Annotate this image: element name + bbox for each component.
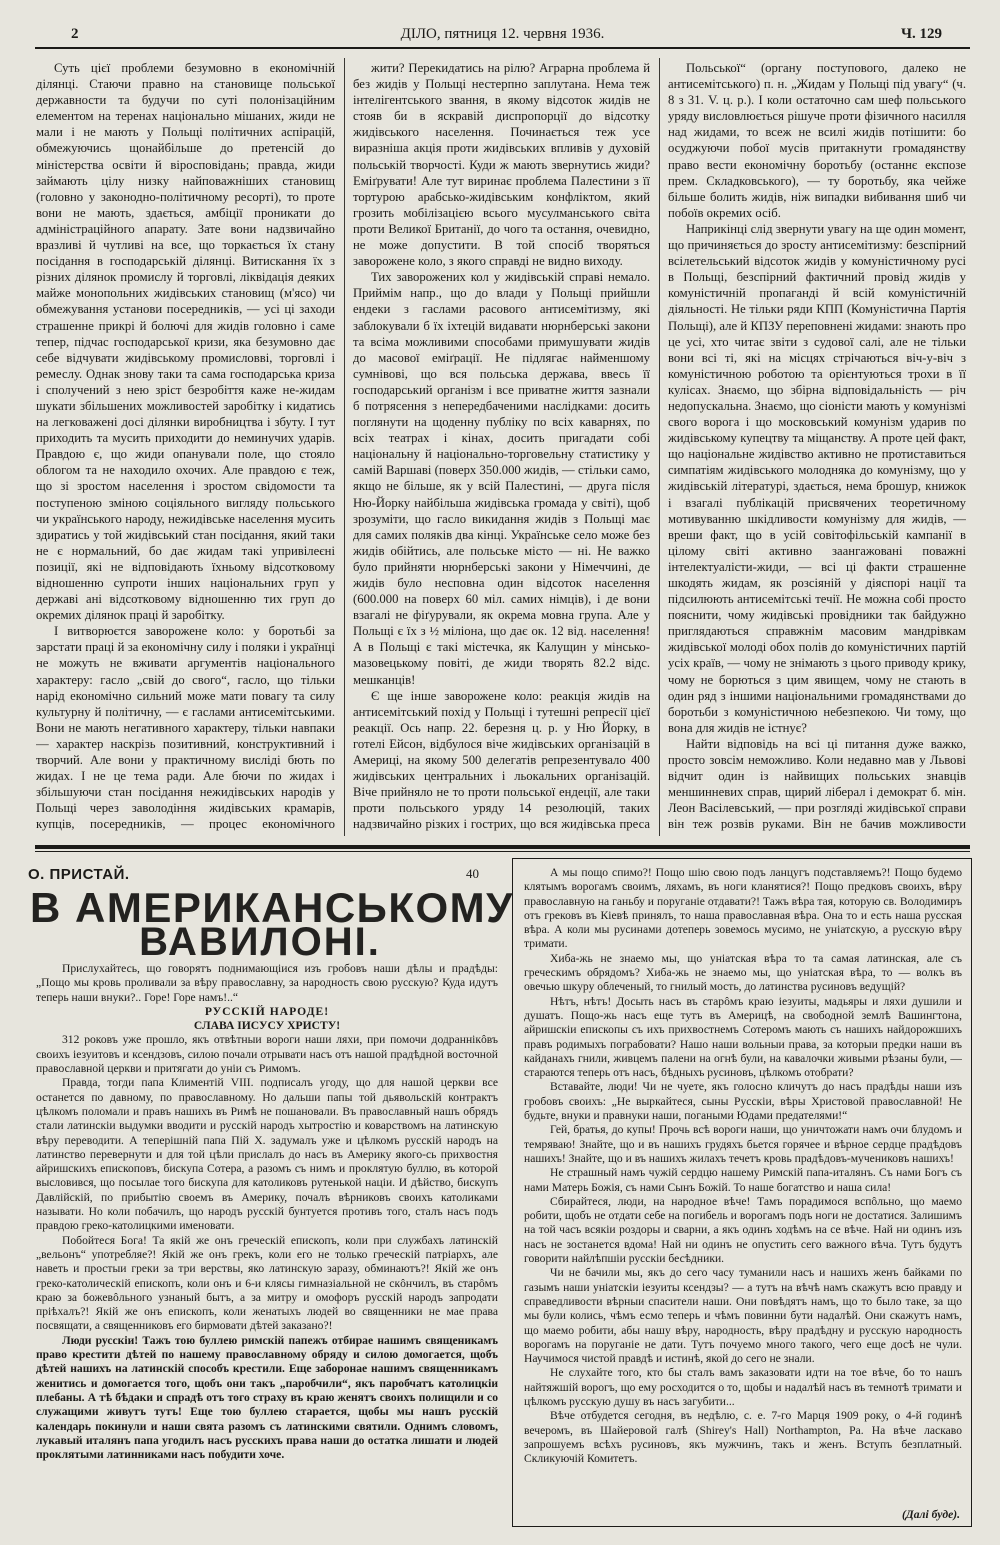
serial-paragraph: Не слухайте того, кто бы сталъ вамъ заказовати идти на тое вѣче, бо то нашъ найтяжшій ворогъ, що ему росходится о то, щобы и надалѣй насъ въ темнотѣ тримати и цѣлкомъ русскую душу въ насъ загубити... (524, 1366, 962, 1408)
serial-paragraph: 312 роковъ уже прошло, якъ отвѣтныи вороги наши ляхи, при помочи додраннікôвъ своихъ iезуитовъ и ксендзовъ, силою почали отрывати насъ отъ нашой прадѣдной восточной православной церкви и притягати до уніи съ Римомъ. (36, 1033, 498, 1076)
article-paragraph: Тих заворожених кол у жидівській справі немало. Приймім напр., що до влади у Польщі прийшли ендеки з гаслами расового антисемітизму, які заблокували б їх іхтецій видавати нюрнберські закони та всіма можливими способами примушувати жидів до масової еміґрації. Не підлягає найменшому сумнівові, що вся польська держава, ввесь її господарський організм і все приватне життя зазнали б потрясення з непередбаченими наслідками: досить поглянути на щоденну публіку по всіх каварнях, по всіх театрах і кінах, досить пригадати собі національну й національно-торговельну статистику у самій Варшаві (поверх 350.000 жидів, — стільки само, якщо не більше, як у всій Палестині, — друга після Ню-Йорку найбільша жидівська громада у світі), щоб зрозуміти, що гасло викидання жидів з Польщі має для самих поляків два кінці. Українське село може без жидів обійтись, але польське місто — ні. Не важко було прийняти нюрнберські закони у Німеччині, де жидів було несповна один відсоток населення (600.000 на поверх 60 міл. самих німців), і де вони взагалі не фіґурували, як окрема мовна група. Але у Польщі є їх з ½ міліона, що дає ок. 12 від. населення! А в Польщі є такі містечка, як Калущин у мінсько-мазовецькому повіті, де жиди творять 82.2 відс. мешканців! (353, 270, 650, 687)
article-column-1 (36, 60, 335, 835)
serial-paragraph: Правда, тогди папа Климентій VIII. подписалъ угоду, що для нашой церкви все останется по давному, по православному. Но дальши папы той дьявольскій контрактъ цѣлкомъ поломали и правъ нашихъ въ Римѣ не пошановали. Въ православный нашъ обрядъ стали латинскіи выдумки вводити и русскій народъ хытростію и коварствомъ на латинскую вѣру переводити. А теперішній папа Пій Х. задумалъ уже и цѣлкомъ русскій народъ на латинство перевернути и для той цѣли прислалъ до насъ въ Америку якого-сь прихвостня айришскихъ епископовъ, бискупа Сотера, а разомъ съ нимъ и проклятую буллю, въ которой высловився, що посылае того бискупа для католиковъ рутенькой націи. И дѣйство, бискупъ Давлійскій, по прибытію своемъ въ Америку, почалъ вѣрниковъ своихъ католиками называти. Но коли побачилъ, що народъ русскій бунтуется противъ того, сталъ насъ подъ правдою греко-католицкими именовати. (36, 1076, 498, 1233)
article-paragraph: жити? Перекидатись на рілю? Аграрна проблема й без жидів у Польщі нестерпно заплутана. Нема теж інтелігентського звання, в якому відсоток жидів не стояв би в яскравій диспропорції до відсотку жидівського населення. Починається теж усе виразніша акція проти жидівських впливів у духовій польській творчості. Куди ж мають звернутись жиди? Еміґрувати! Але тут виринає проблема Палестини з її тортурою арабсько-жидівським конфліктом, який грозить мобілізацією всього мусулманського світа проти Великої Британії, до чого та остання, очевидно, не може допустити. В той спосіб творяться заворожене коло, з якого справді не видно виходу. (353, 61, 650, 269)
masthead-date: ДІЛО, пятниця 12. червня 1936. (400, 26, 605, 42)
serial-paragraph: Нѣтъ, нѣтъ! Досыть насъ въ старôмъ краю iезуиты, мадьяры и ляхи душили и душатъ. Пощо-жь насъ еще тутъ въ Америцѣ, на свободной землѣ Вашингтона, айришскіи епископы съ ихъ прихвостнемъ Сотеромъ мають съ нашихъ найдорожшихъ правъ родимыхъ пограбовати? Нашо наши вольныи права, за которыи предки наши въ кайданахъ гнили, живцемъ палени на огнѣ були, на кавалочки живыми рѣзаны були, — стараются теперь отъ насъ, бѣдныхъ русиновъ, цѣлкомъ отобрати? (524, 994, 962, 1080)
serial-paragraph: Чи не бачили мы, якъ до сего часу туманили насъ и нашихъ женъ байками по газымъ наши уніатскіи iезуиты ксендзы? — а тутъ на вѣчѣ намъ скажутъ всю правду и справедливости вѣрныи спасители наши. Они повѣдятъ намъ, що то было таке, за що мы були колись, чѣмъ есмо теперь и чѣмъ повинни бути надалѣй. Они скажутъ намъ, що маемо робити, абы нашу вѣру, народность, вѣру прадѣдну и русскую народность ворогамъ на поруганіе не дати. Тутъ почуемо много такого, чего еще досѣ не чули. Научимося чистой правдѣ и истинѣ, якой до сего не знали. (524, 1266, 962, 1366)
serial-paragraph: Хиба-жь не знаемо мы, що уніатская вѣра то та самая латинская, але съ греческимъ обрядомъ? Хиба-жь не знаемо мы, що уніатская вѣра, то — волкъ въ овечью шкуру облеченый, то гнилый мость, до латинства русиновъ ведущій? (524, 951, 962, 994)
serial-paragraph: Гей, братья, до купы! Прочь всѣ вороги наши, що уничтожати намъ очи блудомъ и темряваю! Знайте, що и въ нашихъ грудяхъ бьется горячее и вѣрное сердце прадѣдовъ нашихъ! Знайте, що и въ нашихъ жилахъ течетъ кровь прадѣдовъ-мучениковъ нашихъ! (524, 1123, 962, 1165)
section-thick-rule (35, 845, 970, 849)
serial-paragraph: Прислухайтесь, що говорятъ поднимающіися изъ гробовъ наши дѣлы и прадѣды: „Пощо мы кровь проливали за вѣру православну, за народность свою русскую? Куда идутъ теперь наши внуки?.. Горе! Горе намъ!..“ (36, 962, 498, 1004)
serial-right-column (524, 866, 962, 1504)
header-rule (35, 47, 970, 49)
issue-number: Ч. 129 (900, 26, 942, 42)
article-paragraph: Найти відповідь на всі ці питання дуже важко, просто зовсім неможливо. Коли недавно мав у Львові відчит один із найвищих польських знавців меншинневих справ, щирий ліберал і демократ б. мін. Леон Васілевський, — при розгляді жидівської справи він теж розвів руками. Він не бачив можливости (668, 736, 966, 832)
article-paragraph: Наприкінці слід звернути увагу на ще один момент, що причиняється до зросту антисемітизму: безспірний всілетельський відсоток жидів у комуністичному русі в Польщі, безспірний фактичний провід жидів у комуністичній пропаганді й всій комуністичній діяльності. Не тільки ряди КПП (Комуністична Партія Польщі), але й КПЗУ переповнені жидами: знають про це усі, хто читає звіти з судової салі, але не тільки вони всі ті, які на місцях стрічаються віч-у-віч з комуністичною роботою та орієнтуються трохи в її кулісах. Знаємо, що збірна відповідальність — річ недопускальна. Знаємо, що сіоністи мають у комунізмі свого ворога і що московський комунізм ударив по жидівському купецтву та міщанству. А проте цей факт, що національне жидівство активно не протиставиться симпатіям жидівського молодняка до комунізму, що у жидівській літературі, здається, нема брошур, книжок і взагалі публікацій присвячених теоретичному мотивуванню шкідливости комунізму для жидів, — вреши факт, що в усій совітофільській кампанії в цілому світі активно заангажовані поважні інтелектуалісти-жиди, — всі ці факти страшенне шкодять жидам, як розсіяній у діяспорі нації та підсилюють антисемітські течії. Не можна собі просто пояснити, чому жидівські провідники так байдужно приглядаються справжнім масовим мандрівкам жидівської молоді обох полів до комуністичних партій усіх країв, — чому не знімають з цього приводу крику, чому не борються з цим явищем, чому не стають в один ряд з іншими національними громадянствами до боротьби з комуністичною небезпекою. Чи тому, що вона для жидів не істнує? (668, 221, 966, 735)
serial-paragraph: Люди русскіи! Тажъ тою буллею римскій папежъ отбирае нашимъ священикамъ право крестити дѣтей по нашему православному обряду и силою домогается, щобъ дѣтей нашихъ на латинскій способъ крестили. Еще заборонае нашимъ священникамъ женитись и домогается того, щобъ они такъ „паробчили“, якъ паробчатъ католицкіи плебаны. А тѣ бѣдаки и спрадѣ отъ того страху въ краю женятъ своихъ полищили и со служащими живутъ тутъ! Еще тою буллею старается, щобы мы нашъ русскій календарь покинули и наши свята разомъ съ латинскими святили. Однимъ словомъ, лукавый италянъ папа угодилъ насъ русскихъ права наши до остатка лишати и людей проклятыми латинниками насъ побудити хоче. (36, 1333, 498, 1462)
article-paragraph: Суть цієї проблеми безумовно в економічній ділянці. Стаючи правно на становище польської державности та будучи по суті полонізаційним елементом на теренах національно мішаних, жиди не мали і не мають у Польщі політичних аспірацій, обмежуючись щонайбільше до претенсій до міністерства освіти й віросповідань; правда, жиди займають цілу низку найповажніших становищ (головно у законодно-політичному ресорті), то проте вони не мають, здається, амбіції проникати до адміністраційного апарату. Зате вони надзвичайно вразливі й чутливі на все, що торкається їх стану посідання в господарській ділянці. Витискання їх з різних ділянок промислу й торговлі, ліквідація деяких майже монопольних жидівських становищ (м'ясо) чи обмежування установи посередників, — усі ці заходи страшенне прикрі й болючі для жидів головно і саме тепер, підчас господарської кризи, яка безумовно дає себе відчувати жидівському промисловві, торговлі і ремеслу. Однак знову таки та сама господарська криза і сполучений з нею зріст безробіття каже не-жидам шукати збільшених можливостей заробітку і кидатись на легковажені досі ділянки виробництва і збуту. І тут приходить та мусить приходити до неминучих ударів. Правдою є, що жиди опанували поле, що стояло облогом та не находило охочих. Але правдою є теж, що зі зростом населення і зростом свідомости та поступеною зміною соціяльного вигляду польського чи українського народу, нежидівське населення мусить здиратись у той жидівський стан посідання, який таки не є нормальний, бо дає жидам такі упривілеєні позиції, які не відповідають їхньому відсотковому відношенню супроти інших національних груп у державі ані відсотковому відношенню тих груп до окремих ділянок праці й заробітку. (36, 61, 335, 623)
serial-paragraph: А мы пощо спимо?! Пощо шію свою подъ ланцугъ подставляемъ?! Пощо будемо клятымъ ворогамъ своимъ, ляхамъ, въ ноги кланятися?! Пощо предковъ своихъ, вѣру православную на ганьбу и поруганіе отдавати?! Тажъ вѣра тая, которую св. Володимиръ отъ грековъ въ Кіевѣ принялъ, то наша православная вѣра. Она то и есть наша русская вѣра. А коли мы русинами дотеперь зовемось мусимо, не уніатскую, а русскую вѣру тримати. (524, 866, 962, 951)
serial-paragraph: Вѣче отбудется сегодня, въ недѣлю, с. е. 7-го Марця 1909 року, о 4-й годинѣ вечеромъ, въ Шайеровой галѣ (Shirey's Hall) Northampton, Pa. На вѣче ласкаво запрошуемъ всѣхъ русиновъ, якъ мужчинъ, такъ и женъ. Вступъ безплатный. Скликуючій Комитетъ. (524, 1409, 962, 1466)
serial-title-line-1: В АМЕРИКАНСЬКОМУ (30, 884, 514, 931)
serial-paragraph: Вставайте, люди! Чи не чуете, якъ голосно кличутъ до насъ прадѣды наши изъ гробовъ своихъ: „Не выркайтеся, сыны Русскіи, вѣры Христовой православной! Не будьте, внуки и правнуки наши, погаными Юдами предателями!“ (524, 1080, 962, 1123)
serial-author: О. ПРИСТАЙ. (28, 866, 130, 883)
serial-left-column (36, 962, 498, 1515)
page-number: 2 (71, 26, 79, 42)
serial-title-line-2: ВАВИЛОНІ. (139, 920, 381, 964)
serial-address-heading: РУССКІЙ НАРОДЕ! (204, 1004, 330, 1018)
article-paragraph: І витворюєтся заворожене коло: у боротьбі за зарстати праці й за економічну силу і поляки і українці не можуть не вживати аргументів національного характеру: гасло „свій до свого“, гасло, що тільки нарід економічно сильний може мати повагу та силу культурну й політичну, — є гаслами антисемітськими. Вони не мають негативного характеру, тільки навпаки — характер наскрізь позитивний, конструктивний і творчий. Але вони у практичному висліді бють по жидах. І не це тема ради. Але бючи по жидах і збільшуючи стан посідання нежидівських народів у Польщі через заволодіння жидівських крамарів, купців, посередників, — процес економічного (36, 624, 335, 832)
serial-paragraph: Не страшный намъ чужій сердцю нашему Римскій папа-италянъ. Съ нами Богъ съ нами Матерь Божія, съ нами Сынъ Божій. То наше богатство и наша сила! (524, 1166, 962, 1194)
serial-paragraph: Побойтеся Бога! Та якій же онъ греческій епископъ, коли при службахъ латинскій „вельонъ“ употребляе?! Якій же онъ грекъ, коли его не только греческій патріархъ, але наветь и простыи греки за три верствы, яко латинскую заразу, обминаютъ?! Якій же онъ греко-католическій епископъ, коли онъ и 6-и клясы гимназіальной не скôнчилъ, въ старôмъ краю за божевôльного узнаный бытъ, а за митру и омофоръ русскій народъ запродати пріѣхалъ?! Якій же онъ епископъ, коли женатыхъ людей во священники не мае права посвящати, а священниковъ его бирмовати дѣтей заказано?! (36, 1233, 498, 1333)
page-header (35, 24, 970, 46)
to-be-continued: (Далі буде). (901, 1508, 960, 1521)
column-divider (344, 58, 345, 836)
section-thin-rule (35, 851, 970, 852)
article-column-3 (668, 60, 966, 835)
article-paragraph: Є ще інше заворожене коло: реакція жидів на антисемітський похід у Польщі і тутешні репресії цієї реакції. Ось напр. 22. березня ц. р. у Ню Йорку, в готелі Ейсон, відбулося віче жидівських організацій в Америці, на якому 500 делегатів репрезентувало 400 жидівських центральних і льокальних організацій. Віче прийняло не то проти польської ендеції, але таки проти польського уряду 14 резолюцій, таких надзвичайно різких і гострих, що вся жидівська преса (353, 688, 650, 832)
column-divider (659, 58, 660, 836)
serial-greeting: СЛАВА ІИСУСУ ХРИСТУ! (193, 1019, 341, 1033)
article-paragraph: Польської“ (органу поступового, далеко не антисемітського) п. н. „Жидам у Польщі під увагу“ (ч. 8 з 31. V. ц. р.). І коли остаточно сам шеф польського уряду висловлюється рішуче проти фізичного насилля над жидами, то всеж не всилі жидів потішити: бо осуджуючи побої мусів притакнути громадянству право вести економічну боротьбу (останнє експозе прем. Складковського), — ту боротьбу, яка чейже більше болить жидів, ніж випадки вибивання шиб чи побоїв окремих осіб. (668, 61, 966, 220)
serial-installment-number: 40 (466, 866, 479, 881)
serial-paragraph: Сбирайтеся, люди, на народное вѣче! Тамъ порадимося вспôльно, що маемо робити, щобъ не отдати себе на погибель и ворогамъ подъ ноги не достатися. Залишимъ на той часъ всякіи роздоры и сварни, а якъ одинъ ходѣмъ на се вѣче. Най ни одинъ изъ насъ не зостанется вдома! Най ни одинъ не опустить сего важного вѣча. Тутъ будутъ говорити найлѣпшіи русскіи бесѣдники. (524, 1194, 962, 1266)
article-column-2 (353, 60, 650, 835)
